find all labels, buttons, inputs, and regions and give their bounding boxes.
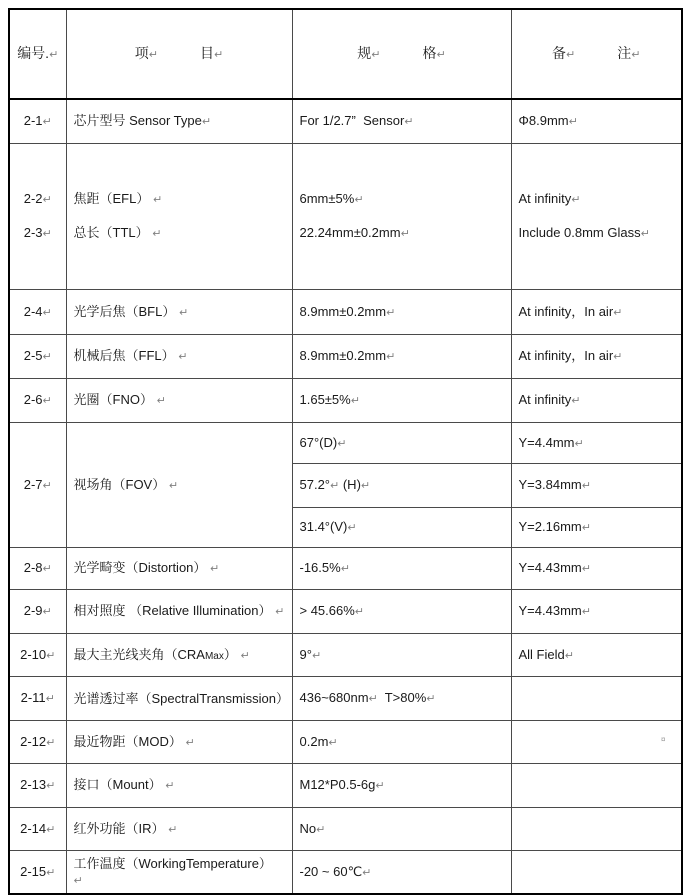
row-2-2-2-3-note — [511, 144, 682, 290]
row-2-14-no: 2-14↵ — [9, 808, 66, 851]
row-2-10-item-pre: 最大主光线夹角（CRA — [73, 646, 205, 662]
row-2-3-no: 2-3↵ — [23, 225, 52, 241]
row-2-15-spec: -20 ~ 60℃↵ — [292, 851, 511, 894]
return-mark: ↵ — [640, 228, 650, 241]
row-2-3-item: 总长（TTL） ↵ — [73, 225, 162, 241]
return-mark: ↵ — [337, 437, 347, 450]
row-2-10-item-post: ） ↵ — [223, 646, 250, 662]
row-2-4-spec: 8.9mm±0.2mm↵ — [292, 290, 511, 335]
return-mark: ↵ — [168, 479, 179, 492]
return-mark: ↵ — [42, 228, 52, 241]
row-2-7-spec-vertical: 31.4°(V)↵ — [292, 508, 511, 548]
return-mark: ↵ — [152, 194, 163, 207]
row-2-11 — [9, 677, 682, 721]
return-mark: ↵ — [168, 823, 178, 836]
return-mark: ↵ — [368, 693, 378, 706]
row-2-7-note-diagonal: Y=4.4mm↵ — [511, 423, 682, 464]
return-mark: ↵ — [581, 563, 591, 576]
row-2-10-item — [66, 634, 292, 677]
return-mark: ↵ — [330, 480, 340, 493]
return-mark: ↵ — [375, 780, 385, 793]
row-2-5-item: 机械后焦（FFL） ↵ — [66, 335, 292, 379]
row-2-6 — [9, 379, 682, 423]
header-note-char-1: 备↵ — [552, 45, 576, 61]
header-note — [511, 9, 682, 99]
row-2-2-2-3-item — [66, 144, 292, 290]
row-2-13-no: 2-13↵ — [9, 764, 66, 808]
row-2-13-note — [511, 764, 682, 808]
return-mark: ↵ — [360, 480, 371, 493]
row-2-12-spec: 0.2m↵ — [292, 721, 511, 764]
row-2-11-no: 2-11↵ — [9, 677, 66, 721]
row-2-5 — [9, 335, 682, 379]
return-mark: ↵ — [210, 563, 220, 576]
return-mark: ↵ — [42, 395, 52, 408]
return-mark: ↵ — [340, 563, 350, 576]
return-mark: ↵ — [386, 306, 396, 319]
return-mark: ↵ — [426, 693, 436, 706]
row-2-10 — [9, 634, 682, 677]
row-2-8-note: Y=4.43mm↵ — [511, 548, 682, 590]
row-2-1-item: 芯片型号 Sensor Type↵ — [66, 99, 292, 144]
return-mark: ↵ — [148, 49, 158, 61]
row-2-1-note: Φ8.9mm↵ — [511, 99, 682, 144]
return-mark: ↵ — [275, 606, 285, 619]
return-mark: ↵ — [178, 351, 188, 364]
return-mark: ↵ — [347, 522, 357, 535]
row-2-12 — [9, 721, 682, 764]
row-2-7-no: 2-7↵ — [9, 423, 66, 548]
return-mark: ↵ — [354, 194, 364, 207]
row-2-14 — [9, 808, 682, 851]
return-mark: ↵ — [42, 116, 52, 129]
row-2-7-sub-1 — [9, 423, 682, 464]
header-item-char-2: 目↵ — [200, 45, 224, 61]
return-mark: ↵ — [42, 479, 52, 492]
row-2-13-spec: M12*P0.5-6g↵ — [292, 764, 511, 808]
return-mark: ↵ — [581, 480, 591, 493]
return-mark: ↵ — [73, 874, 83, 887]
return-mark: ↵ — [571, 194, 581, 207]
return-mark: ↵ — [613, 306, 623, 319]
row-2-5-note: At infinity，In air↵ — [511, 335, 682, 379]
return-mark: ↵ — [400, 228, 410, 241]
row-2-7-spec-horizontal: 57.2°↵ (H)↵ — [292, 464, 511, 508]
row-2-10-item-max-subscript: Max — [204, 650, 224, 662]
row-2-2-spec: 6mm±5%↵ — [299, 191, 364, 207]
return-mark: ↵ — [574, 437, 584, 450]
return-mark: ↵ — [311, 649, 322, 662]
return-mark: ↵ — [49, 49, 59, 61]
return-mark: ↵ — [46, 780, 56, 793]
row-2-12-note — [511, 721, 682, 764]
row-2-2-2-3-no — [9, 144, 66, 290]
row-2-12-item: 最近物距（MOD） ↵ — [66, 721, 292, 764]
return-mark: ↵ — [564, 649, 574, 662]
row-2-9 — [9, 590, 682, 634]
row-2-3-spec: 22.24mm±0.2mm↵ — [299, 225, 410, 241]
row-2-9-no: 2-9↵ — [9, 590, 66, 634]
return-mark: ↵ — [240, 649, 250, 662]
return-mark: ↵ — [316, 823, 326, 836]
return-mark: ↵ — [386, 351, 396, 364]
row-2-7-spec-diagonal: 67°(D)↵ — [292, 423, 511, 464]
return-mark: ↵ — [165, 780, 175, 793]
row-2-7-item: 视场角（FOV） ↵ — [66, 423, 292, 548]
return-mark: ↵ — [631, 49, 641, 61]
header-spec — [292, 9, 511, 99]
return-mark: ↵ — [214, 49, 224, 61]
row-2-4-item: 光学后焦（BFL） ↵ — [66, 290, 292, 335]
row-2-14-item: 红外功能（IR） ↵ — [66, 808, 292, 851]
header-spec-char-1: 规↵ — [357, 45, 381, 61]
return-mark: ↵ — [152, 228, 162, 241]
return-mark: ↵ — [46, 736, 56, 749]
row-2-6-note: At infinity↵ — [511, 379, 682, 423]
return-mark: ↵ — [42, 306, 52, 319]
return-mark: ↵ — [45, 693, 55, 706]
row-2-5-no: 2-5↵ — [9, 335, 66, 379]
row-2-12-no: 2-12↵ — [9, 721, 66, 764]
row-2-8 — [9, 548, 682, 590]
row-2-2-2-3 — [9, 144, 682, 290]
return-mark: ↵ — [613, 351, 623, 364]
row-2-2-2-3-spec — [292, 144, 511, 290]
row-2-1 — [9, 99, 682, 144]
return-mark: ↵ — [46, 823, 56, 836]
header-note-char-2: 注↵ — [617, 45, 641, 61]
return-mark: ↵ — [328, 736, 338, 749]
row-2-11-spec: 436~680nm↵ T>80%↵ — [292, 677, 511, 721]
row-2-13 — [9, 764, 682, 808]
header-no: 编号.↵ — [9, 9, 66, 99]
header-item — [66, 9, 292, 99]
row-2-4-no: 2-4↵ — [9, 290, 66, 335]
row-2-2-note: At infinity↵ — [518, 191, 581, 207]
return-mark: ↵ — [185, 736, 195, 749]
return-mark: ↵ — [436, 49, 446, 61]
return-mark: ↵ — [178, 306, 189, 319]
return-mark: ↵ — [354, 606, 365, 619]
return-mark: ↵ — [42, 563, 52, 576]
row-2-4 — [9, 290, 682, 335]
table-end-marker: ¤ — [661, 735, 666, 744]
row-2-10-no: 2-10↵ — [9, 634, 66, 677]
row-2-6-item: 光圈（FNO） ↵ — [66, 379, 292, 423]
return-mark: ↵ — [581, 522, 591, 535]
row-2-15-item: 工作温度（WorkingTemperature） ↵ — [66, 851, 292, 894]
row-2-6-spec: 1.65±5%↵ — [292, 379, 511, 423]
row-2-7-note-vertical: Y=2.16mm↵ — [511, 508, 682, 548]
row-2-10-note: All Field↵ — [511, 634, 682, 677]
row-2-11-note — [511, 677, 682, 721]
row-2-5-spec: 8.9mm±0.2mm↵ — [292, 335, 511, 379]
return-mark: ↵ — [156, 395, 166, 408]
row-2-4-note: At infinity，In air↵ — [511, 290, 682, 335]
lens-spec-table — [8, 8, 683, 895]
return-mark: ↵ — [566, 49, 576, 61]
return-mark: ↵ — [371, 49, 381, 61]
row-2-8-item: 光学畸变（Distortion） ↵ — [66, 548, 292, 590]
row-2-1-spec: For 1/2.7” Sensor↵ — [292, 99, 511, 144]
return-mark: ↵ — [568, 116, 578, 129]
return-mark: ↵ — [581, 606, 591, 619]
row-2-8-spec: -16.5%↵ — [292, 548, 511, 590]
row-2-15 — [9, 851, 682, 894]
row-2-15-no: 2-15↵ — [9, 851, 66, 894]
row-2-13-item: 接口（Mount） ↵ — [66, 764, 292, 808]
row-2-14-note — [511, 808, 682, 851]
header-item-char-1: 项↵ — [134, 45, 158, 61]
row-2-8-no: 2-8↵ — [9, 548, 66, 590]
row-2-1-no: 2-1↵ — [9, 99, 66, 144]
return-mark: ↵ — [42, 351, 52, 364]
row-2-2-item: 焦距（EFL） ↵ — [73, 191, 163, 207]
return-mark: ↵ — [404, 116, 414, 129]
row-2-15-note — [511, 851, 682, 894]
row-2-3-note: Include 0.8mm Glass↵ — [518, 225, 650, 241]
row-2-7-note-horizontal: Y=3.84mm↵ — [511, 464, 682, 508]
return-mark: ↵ — [46, 649, 56, 662]
row-2-2-no: 2-2↵ — [23, 191, 52, 207]
return-mark: ↵ — [42, 606, 52, 619]
return-mark: ↵ — [46, 866, 56, 879]
row-2-10-spec: 9°↵ — [292, 634, 511, 677]
return-mark: ↵ — [571, 395, 581, 408]
row-2-6-no: 2-6↵ — [9, 379, 66, 423]
return-mark: ↵ — [350, 395, 360, 408]
return-mark: ↵ — [201, 116, 212, 129]
return-mark: ↵ — [362, 866, 372, 879]
row-2-14-spec: No↵ — [292, 808, 511, 851]
header-spec-char-2: 格↵ — [422, 45, 446, 61]
header-row — [9, 9, 682, 99]
row-2-9-spec: > 45.66%↵ — [292, 590, 511, 634]
return-mark: ↵ — [42, 194, 52, 207]
row-2-11-item: 光谱透过率（SpectralTransmission） — [66, 677, 292, 721]
row-2-9-note: Y=4.43mm↵ — [511, 590, 682, 634]
row-2-9-item: 相对照度 （Relative Illumination） ↵ — [66, 590, 292, 634]
